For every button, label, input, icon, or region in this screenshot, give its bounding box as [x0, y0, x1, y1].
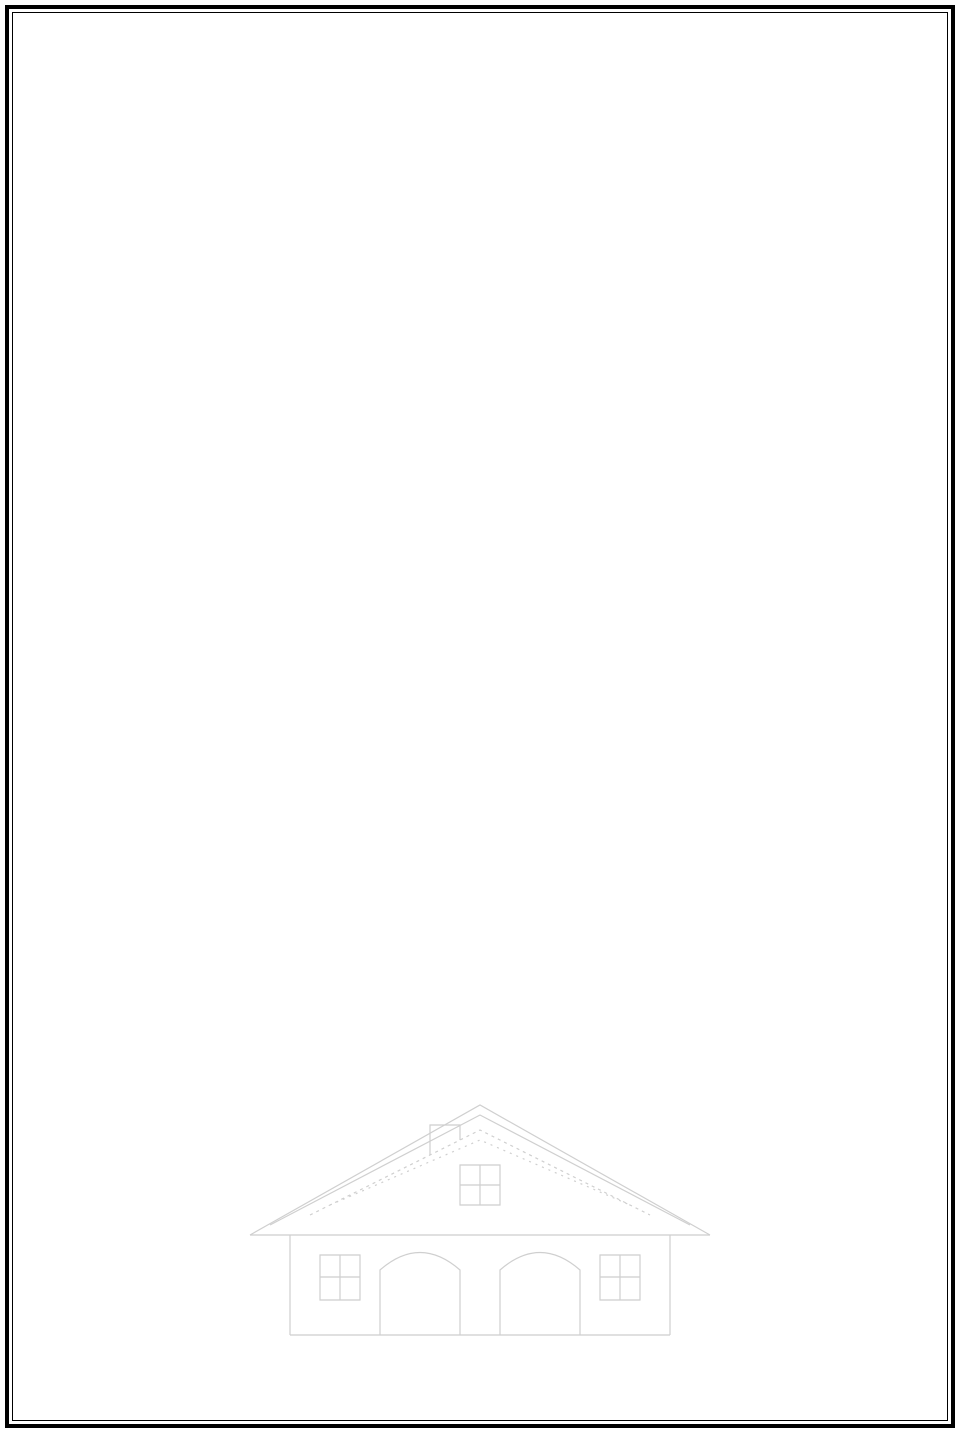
building-sketch-watermark: [230, 1085, 730, 1345]
